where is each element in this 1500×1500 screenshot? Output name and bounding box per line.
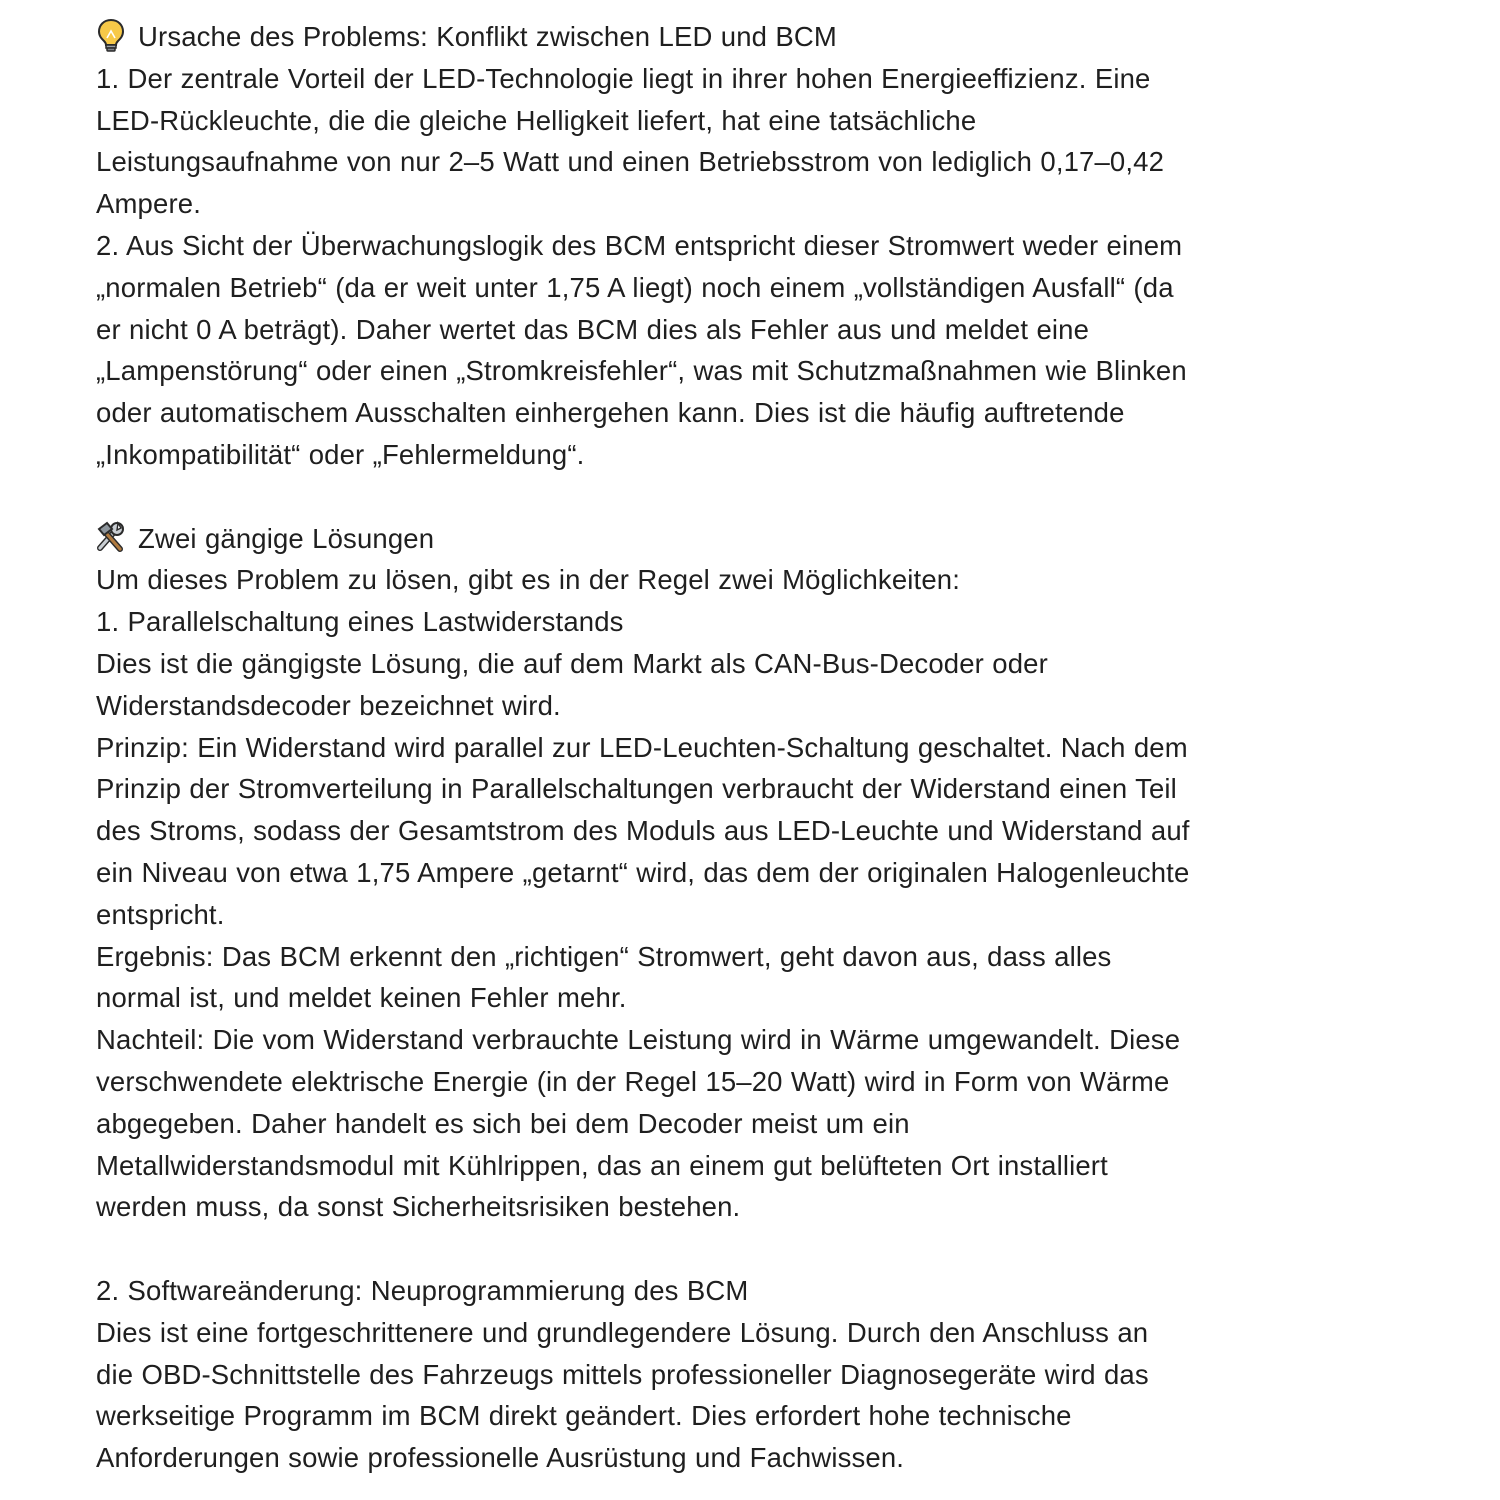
section-heading-solutions: [96, 518, 1436, 560]
text-line: Widerstandsdecoder bezeichnet wird.: [96, 689, 561, 721]
text-line: Anforderungen sowie professionelle Ausrüstung und Fachwissen.: [96, 1442, 905, 1474]
text-line: werkseitige Programm im BCM direkt geändert. Dies erfordert hohe technische: [96, 1400, 1072, 1432]
text-line: werden muss, da sonst Sicherheitsrisiken bestehen.: [96, 1191, 741, 1223]
text-line: Metallwiderstandsmodul mit Kühlrippen, das an einem gut belüfteten Ort installiert: [96, 1149, 1108, 1181]
text-line: Ampere.: [96, 188, 201, 220]
text-line: Dies ist die gängigste Lösung, die auf dem Markt als CAN-Bus-Decoder oder: [96, 647, 1048, 679]
text-line: Ergebnis: Das BCM erkennt den „richtigen“ Stromwert, geht davon aus, dass alles: [96, 940, 1112, 972]
document-body: [96, 16, 1436, 1479]
text-line: Leistungsaufnahme von nur 2–5 Watt und einen Betriebsstrom von lediglich 0,17–0,42: [96, 146, 1165, 178]
text-line: 2. Softwareänderung: Neuprogrammierung des BCM: [96, 1274, 749, 1306]
text-line: Nachteil: Die vom Widerstand verbrauchte Leistung wird in Wärme umgewandelt. Diese: [96, 1024, 1181, 1056]
text-line: die OBD-Schnittstelle des Fahrzeugs mittels professioneller Diagnosegeräte wird das: [96, 1358, 1149, 1390]
text-line: er nicht 0 A beträgt). Daher wertet das BCM dies als Fehler aus und meldet eine: [96, 313, 1090, 345]
paragraph-spacer: [96, 1228, 1436, 1270]
section-heading-text: Ursache des Problems: Konflikt zwischen LED und BCM: [138, 21, 837, 52]
text-line: Um dieses Problem zu lösen, gibt es in der Regel zwei Möglichkeiten:: [96, 564, 961, 596]
text-line: des Stroms, sodass der Gesamtstrom des Moduls aus LED-Leuchte und Widerstand auf: [96, 815, 1190, 847]
text-line: Prinzip der Stromverteilung in Parallelschaltungen verbraucht der Widerstand einen Teil: [96, 773, 1177, 805]
text-line: abgegeben. Daher handelt es sich bei dem Decoder meist um ein: [96, 1107, 910, 1139]
lightbulb-icon: [96, 18, 126, 52]
text-line: Prinzip: Ein Widerstand wird parallel zur LED-Leuchten-Schaltung geschaltet. Nach dem: [96, 731, 1188, 763]
hammer-and-wrench-icon: [96, 520, 126, 554]
text-line: „normalen Betrieb“ (da er weit unter 1,75 A liegt) noch einem „vollständigen Ausfall“ (da: [96, 271, 1174, 303]
text-line: 1. Parallelschaltung eines Lastwiderstands: [96, 606, 624, 638]
text-line: verschwendete elektrische Energie (in der Regel 15–20 Watt) wird in Form von Wärme: [96, 1065, 1170, 1097]
text-line: oder automatischem Ausschalten einhergehen kann. Dies ist die häufig auftretende: [96, 397, 1125, 429]
paragraph-spacer: [96, 476, 1436, 518]
text-line: Dies ist eine fortgeschrittenere und grundlegendere Lösung. Durch den Anschluss an: [96, 1316, 1149, 1348]
text-line: 1. Der zentrale Vorteil der LED-Technologie liegt in ihrer hohen Energieeffizienz. Eine: [96, 62, 1151, 94]
section-heading-text: Zwei gängige Lösungen: [138, 522, 435, 554]
text-line: „Inkompatibilität“ oder „Fehlermeldung“.: [96, 438, 585, 470]
text-line: 2. Aus Sicht der Überwachungslogik des BCM entspricht dieser Stromwert weder einem: [96, 229, 1183, 261]
text-line: „Lampenstörung“ oder einen „Stromkreisfehler“, was mit Schutzmaßnahmen wie Blinken: [96, 355, 1187, 387]
section-heading-cause: [96, 16, 1436, 58]
text-line: entspricht.: [96, 898, 225, 930]
text-line: LED-Rückleuchte, die die gleiche Helligkeit liefert, hat eine tatsächliche: [96, 104, 977, 136]
text-line: ein Niveau von etwa 1,75 Ampere „getarnt“ wird, das dem der originalen Halogenleuchte: [96, 856, 1190, 888]
text-line: normal ist, und meldet keinen Fehler mehr.: [96, 982, 627, 1014]
